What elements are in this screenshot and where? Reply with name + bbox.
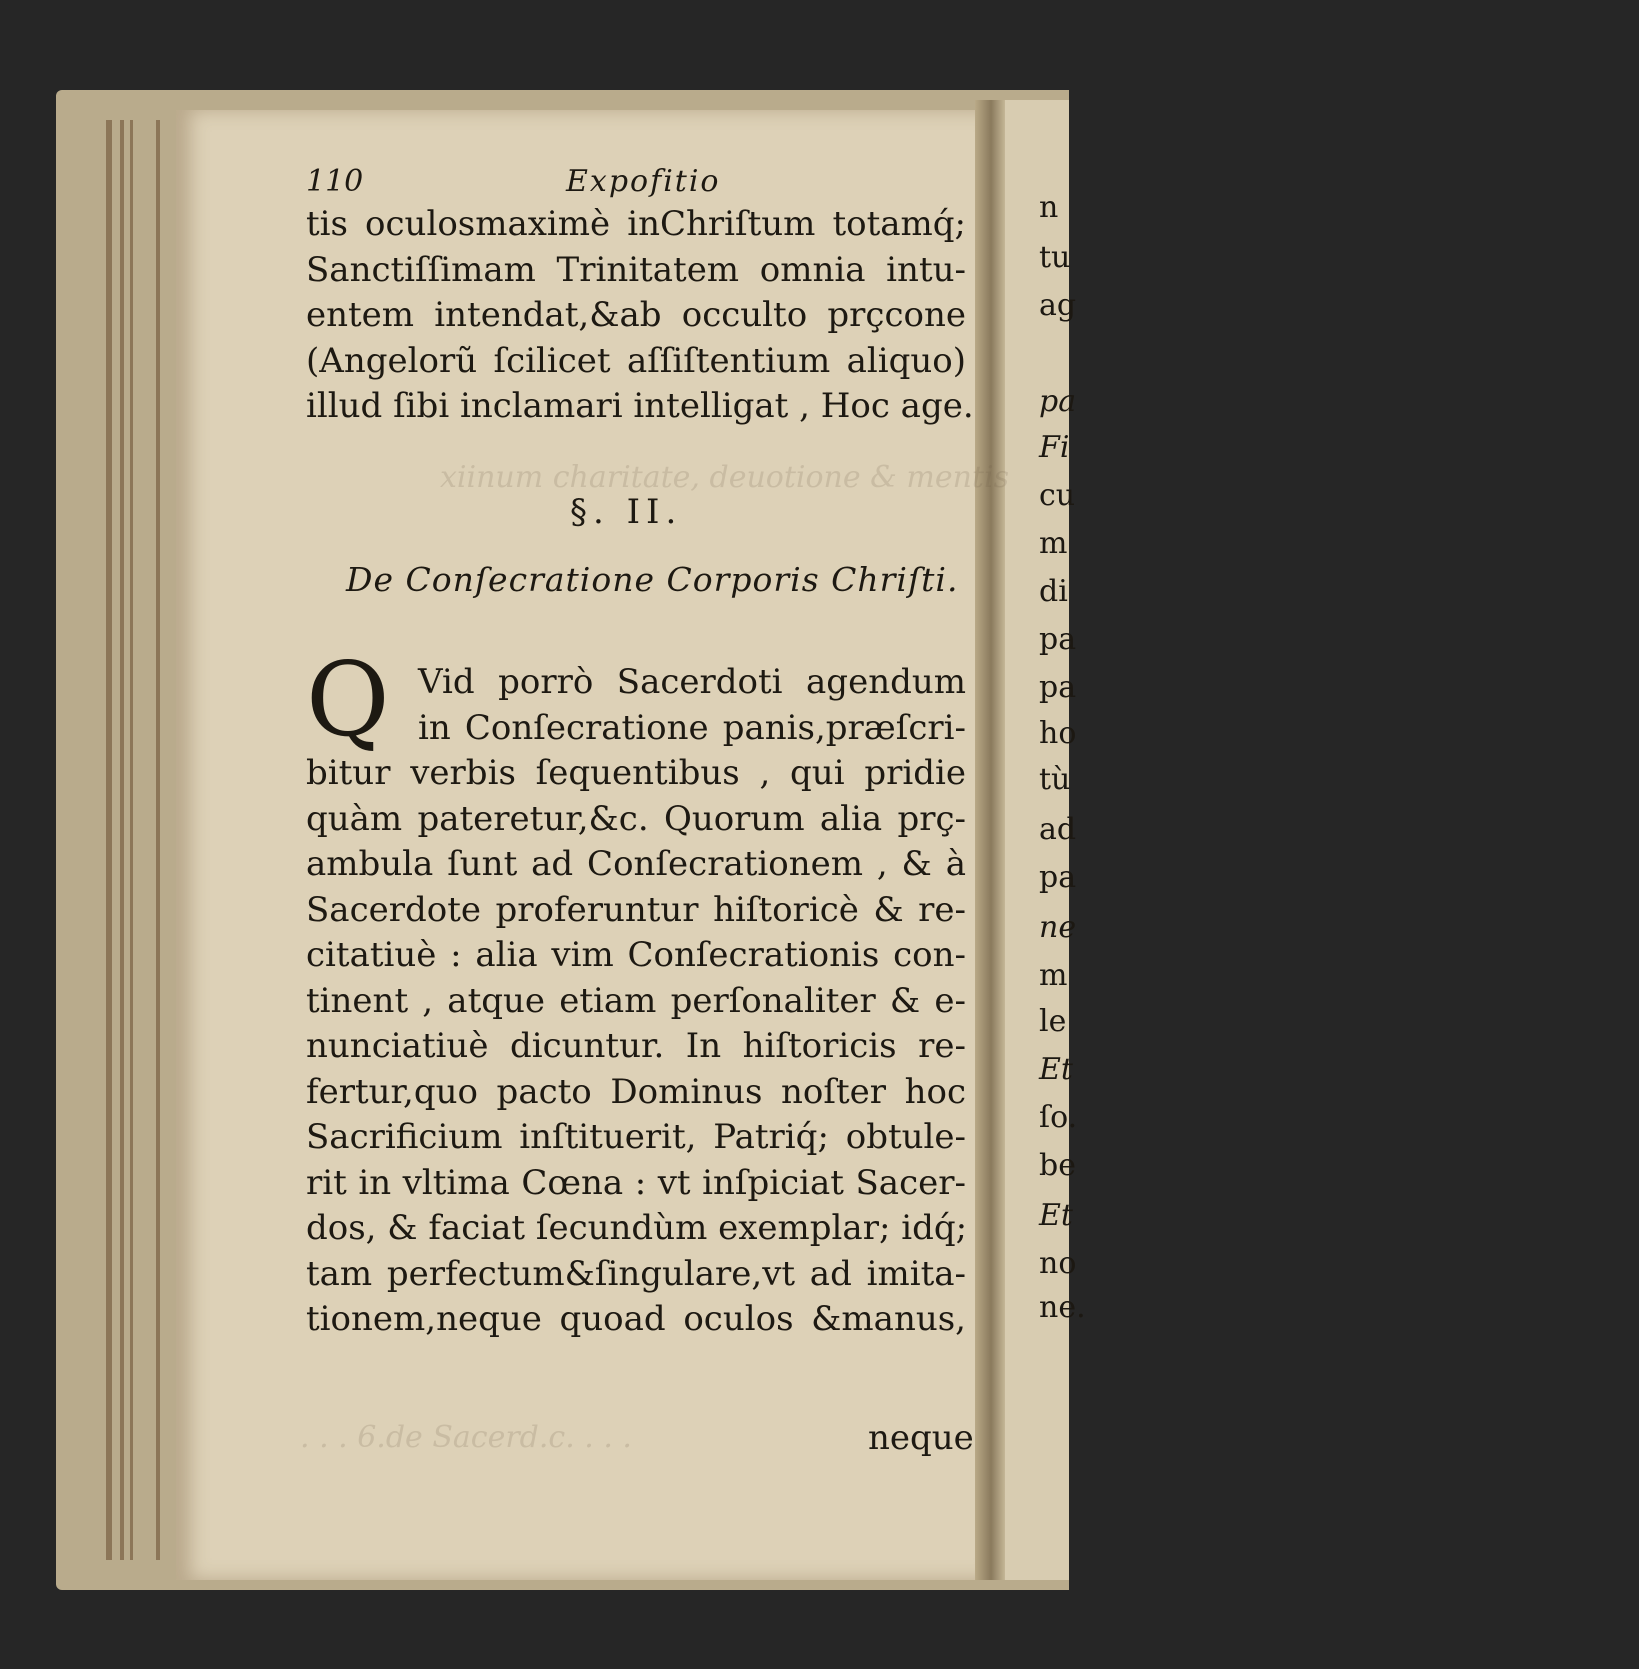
text-line: Sacerdote proferuntur hiſtoricè & re- <box>306 889 966 930</box>
right-page-fragment: tù <box>1039 762 1071 797</box>
right-page-fragment: Et <box>1039 1052 1073 1087</box>
text-line: tis oculosmaximè inChriſtum totamq́; <box>306 204 966 244</box>
bleed-through-text: . . . 6.de Sacerd.c. . . . <box>300 1420 632 1455</box>
paragraph-top <box>306 202 974 430</box>
text-line: dos, & faciat ſecundùm exemplar; idq́; <box>306 1208 968 1248</box>
text-line: illud ſibi inclamari intelligat , Hoc age. <box>306 386 974 426</box>
text-line: ambula ſunt ad Conſecrationem , & à <box>306 844 966 884</box>
book-gutter <box>975 100 1007 1580</box>
right-page-fragment: pa <box>1039 670 1077 705</box>
text-line: bitur verbis ſequentibus , qui pridie <box>306 753 966 793</box>
right-page-fragment: ſo. <box>1039 1100 1078 1135</box>
right-page-fragment: le <box>1039 1004 1067 1039</box>
right-page-fragment: ne. <box>1039 1290 1086 1325</box>
right-page-fragment: ag <box>1039 288 1077 323</box>
text-line: fertur,quo pacto Dominus noſter hoc <box>306 1071 966 1112</box>
right-page-fragment: n <box>1039 190 1059 225</box>
page-edge <box>120 120 124 1560</box>
right-page-fragment: no <box>1039 1246 1077 1281</box>
right-page-fragment: ho <box>1039 716 1077 751</box>
text-line: tinent , atque etiam perſonaliter & e- <box>306 980 966 1021</box>
text-line: in Conſecratione panis,præſcri- <box>418 707 966 748</box>
bleed-through-text: xiinum charitate, deuotione & mentis <box>440 460 1009 495</box>
right-page-fragment: ad <box>1039 812 1077 847</box>
text-line: quàm pateretur,&c. Quorum alia prç- <box>306 798 966 839</box>
right-page-fragment: be <box>1039 1148 1076 1183</box>
text-line: (Angelorũ ſcilicet aſſiſtentium aliquo) <box>306 340 966 381</box>
right-page-fragment: Fi <box>1039 430 1070 465</box>
right-page <box>1005 100 1086 1580</box>
text-line: tionem,neque quoad oculos &manus, <box>306 1299 966 1339</box>
text-line: entem intendat,&ab occulto prçcone <box>306 295 966 335</box>
text-line: Vid porrò Sacerdoti agendum <box>418 662 966 702</box>
page-edge <box>130 120 133 1560</box>
right-page-fragment: di <box>1039 574 1068 609</box>
text-line: citatiuè : alia vim Conſecrationis con- <box>306 935 966 975</box>
text-line: Sacrificium inſtituerit, Patriq́; obtule- <box>306 1117 966 1157</box>
text-line: nunciatiuè dicuntur. In hiſtoricis re- <box>306 1026 966 1066</box>
catchword: neque <box>868 1418 974 1458</box>
right-page-fragment: pa <box>1039 860 1077 895</box>
right-page-fragment: m <box>1039 526 1068 561</box>
page-edge <box>106 120 112 1560</box>
paragraph-main <box>306 660 966 1343</box>
text-line: tam perfectum&ſingulare,vt ad imita- <box>306 1253 966 1294</box>
drop-cap: Q <box>306 641 390 760</box>
page-number: 110 <box>306 164 364 199</box>
right-page-fragment: cu <box>1039 478 1076 513</box>
right-page-fragment: Et <box>1039 1198 1073 1233</box>
right-page-fragment: pa <box>1039 384 1077 419</box>
right-page-fragment: pa <box>1039 622 1077 657</box>
running-title: Expofitio <box>566 164 721 199</box>
right-page-fragment: m <box>1039 958 1068 993</box>
right-page-fragment: ne <box>1039 910 1077 945</box>
text-line: Sanctiſſimam Trinitatem omnia intu- <box>306 249 966 290</box>
page-edge <box>156 120 160 1560</box>
section-title: De Conſecratione Corporis Chriſti. <box>346 560 959 599</box>
section-number: §. II. <box>570 492 683 532</box>
text-line: rit in vltima Cœna : vt inſpiciat Sacer- <box>306 1162 966 1203</box>
right-page-fragment: tu <box>1039 240 1071 275</box>
